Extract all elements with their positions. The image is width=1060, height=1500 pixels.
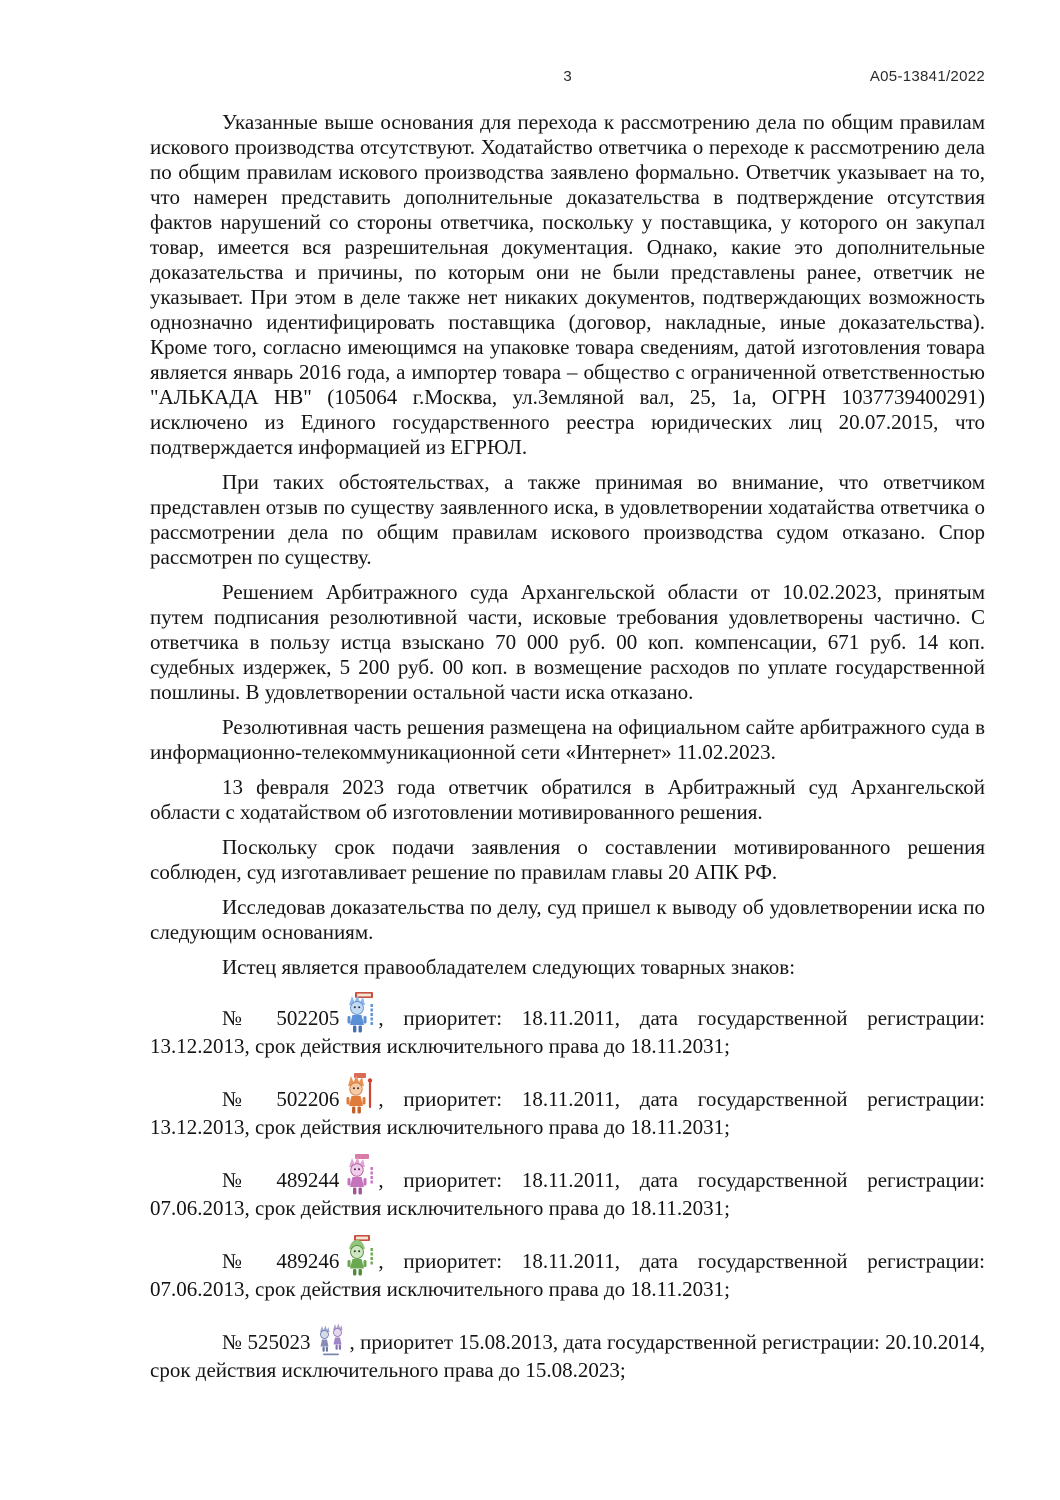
paragraph-trademark-intro: Истец является правообладателем следующих товарных знаков: [222, 955, 796, 979]
trademark-number: № 489246 [222, 1249, 340, 1273]
document-body [150, 110, 985, 1383]
trademark-number: № 502206 [222, 1087, 340, 1111]
trademark-details: , приоритет: 18.11.2011, дата государственной регистрации: 13.12.2013, срок действия исключительного права до 18.11.2031; [150, 1087, 985, 1139]
page-number: 3 [563, 68, 572, 85]
fixik-character-blue-icon [342, 992, 376, 1034]
paragraph-decision-summary: Решением Арбитражного суда Архангельской области от 10.02.2023, принятым путем подписания резолютивной части, исковые требования удовлетворены частично. С ответчика в пользу истца взыскано 70 000 руб. 00 коп. компенсации, 671 руб. 14 коп. судебных издержек, 5 200 руб. 00 коп. в возмещение расходов по уплате государственной пошлины. В удовлетворении остальной части иска отказано. [150, 580, 985, 704]
fixik-character-pink-icon [342, 1154, 376, 1196]
fixik-character-orange-icon [342, 1073, 376, 1115]
page-header [150, 68, 985, 90]
paragraph-grounds: Указанные выше основания для перехода к рассмотрению дела по общим правилам искового производства отсутствуют. Ходатайство ответчика о переходе к рассмотрению дела по общим правилам искового производства заявлено формально. Ответчик указывает на то, что намерен представить дополнительные доказательства в подтверждение отсутствия фактов нарушений со стороны ответчика, поскольку у поставщика, у которого он закупал товар, имеется вся разрешительная документация. Однако, какие это дополнительные доказательства и причины, по которым они не были представлены ранее, ответчик не указывает. При этом в деле также нет никаких документов, подтверждающих возможность однозначно идентифицировать поставщика (договор, накладные, иные доказательства). Кроме того, согласно имеющимся на упаковке товара сведениям, датой изготовления товара является январь 2016 года, а импортер товара – общество с ограниченной ответственностью "АЛЬКАДА НВ" (105064 г.Москва, ул.Земляной вал, 25, 1а, ОГРН 1037739400291) исключено из Единого государственного реестра юридических лиц 20.07.2015, что подтверждается информацией из ЕГРЮЛ. [150, 110, 985, 459]
paragraph-court-conclusion: Исследовав доказательства по делу, суд пришел к выводу об удовлетворении иска по следующим основаниям. [150, 895, 985, 944]
trademark-entry-502205 [150, 992, 985, 1059]
trademark-number: № 502205 [222, 1006, 340, 1030]
fixik-characters-pair-icon [314, 1316, 348, 1358]
trademark-details: , приоритет 15.08.2013, дата государственной регистрации: 20.10.2014, срок действия исключительного права до 15.08.2023; [150, 1330, 985, 1382]
paragraph-operative-part-published: Резолютивная часть решения размещена на официальном сайте арбитражного суда в информационно-телекоммуникационной сети «Интернет» 11.02.2023. [150, 715, 985, 764]
trademark-details: , приоритет: 18.11.2011, дата государственной регистрации: 13.12.2013, срок действия исключительного права до 18.11.2031; [150, 1006, 985, 1058]
trademark-entry-489246 [150, 1235, 985, 1302]
paragraph-motion-denied: При таких обстоятельствах, а также принимая во внимание, что ответчиком представлен отзыв по существу заявленного иска, в удовлетворении ходатайства ответчика о рассмотрении дела по общим правилам искового производства судом отказано. Спор рассмотрен по существу. [150, 470, 985, 569]
trademark-entry-525023 [150, 1316, 985, 1383]
trademark-number: № 525023 [222, 1330, 311, 1354]
paragraph-motion-for-reasoned-decision: 13 февраля 2023 года ответчик обратился в Арбитражный суд Архангельской области с ходатайством об изготовлении мотивированного решения. [150, 775, 985, 824]
trademark-details: , приоритет: 18.11.2011, дата государственной регистрации: 07.06.2013, срок действия исключительного права до 18.11.2031; [150, 1249, 985, 1301]
fixik-character-green-icon [342, 1235, 376, 1277]
case-number: А05-13841/2022 [869, 68, 985, 85]
trademark-entry-502206 [150, 1073, 985, 1140]
trademark-details: , приоритет: 18.11.2011, дата государственной регистрации: 07.06.2013, срок действия исключительного права до 18.11.2031; [150, 1168, 985, 1220]
trademark-number: № 489244 [222, 1168, 340, 1192]
paragraph-deadline-met: Поскольку срок подачи заявления о составлении мотивированного решения соблюден, суд изготавливает решение по правилам главы 20 АПК РФ. [150, 835, 985, 884]
trademark-entry-489244 [150, 1154, 985, 1221]
